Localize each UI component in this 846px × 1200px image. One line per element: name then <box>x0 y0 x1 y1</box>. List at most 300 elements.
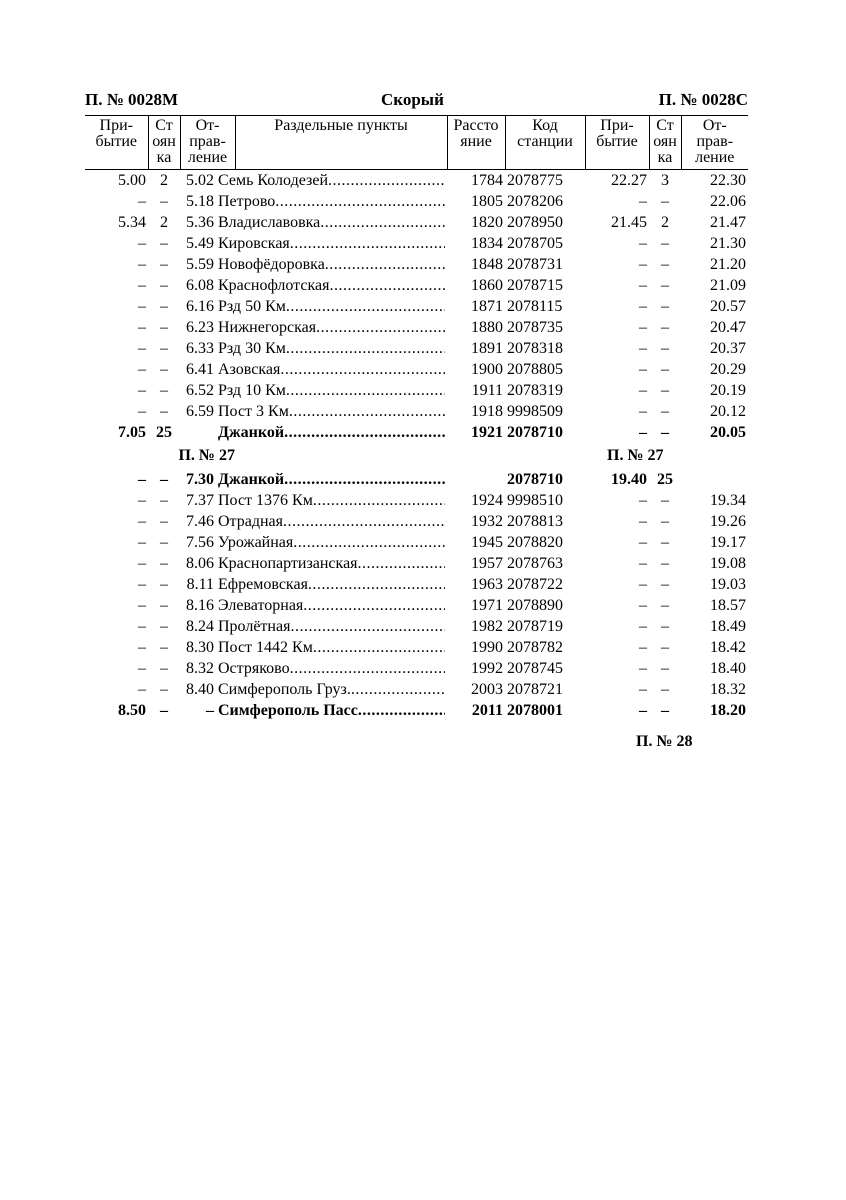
departure-cell: 6.52 <box>186 382 214 399</box>
departure-cell: 7.56 <box>186 534 214 551</box>
arrival-cell: – <box>138 361 146 378</box>
departure-return-cell: 19.26 <box>710 513 746 530</box>
stop-return-cell: – <box>661 361 669 378</box>
arrival-return-cell: 21.45 <box>611 214 647 231</box>
station-cell <box>180 380 447 401</box>
timetable-table <box>85 115 748 721</box>
leader-dots <box>283 511 445 532</box>
stop-cell: – <box>160 702 168 719</box>
distance-cell: 1805 <box>471 193 503 210</box>
arrival-cell: – <box>138 597 146 614</box>
stop-return-cell: – <box>661 424 669 441</box>
distance-cell: 1891 <box>471 340 503 357</box>
station-cell <box>180 401 447 422</box>
table-row <box>85 212 748 233</box>
code-cell: 2078001 <box>507 702 563 719</box>
arrival-cell: – <box>138 340 146 357</box>
stop-return-cell: – <box>661 702 669 719</box>
arrival-return-cell: – <box>639 298 647 315</box>
station-name: Урожайная <box>218 534 294 551</box>
arrival-return-cell: 19.40 <box>611 471 647 488</box>
col-header-departure: От- прав- ление <box>180 116 235 170</box>
table-row <box>85 359 748 380</box>
arrival-return-cell: – <box>639 361 647 378</box>
station-name: Пост 3 Км <box>218 403 289 420</box>
station-name: Джанкой <box>218 471 285 488</box>
code-cell: 2078115 <box>507 298 563 315</box>
stop-return-cell: 3 <box>661 172 669 189</box>
arrival-cell: – <box>138 193 146 210</box>
stop-cell: – <box>160 361 168 378</box>
arrival-cell: – <box>138 256 146 273</box>
station-name: Краснофлотская <box>218 277 330 294</box>
station-cell <box>180 317 447 338</box>
station-name: Рзд 50 Км <box>218 298 286 315</box>
stop-cell: – <box>160 618 168 635</box>
stop-cell: – <box>160 513 168 530</box>
leader-dots <box>358 700 445 721</box>
station-name: Симферополь Груз. <box>218 681 351 698</box>
code-cell: 2078731 <box>507 256 563 273</box>
departure-return-cell: 19.03 <box>710 576 746 593</box>
station-name: Симферополь Пасс <box>218 702 358 719</box>
distance-cell: 1860 <box>471 277 503 294</box>
arrival-return-cell: – <box>639 193 647 210</box>
departure-cell: 6.08 <box>186 277 214 294</box>
stop-return-cell: – <box>661 534 669 551</box>
code-cell: 2078710 <box>507 424 563 441</box>
departure-cell: 8.16 <box>186 597 214 614</box>
leader-dots <box>290 233 445 254</box>
station-cell <box>180 700 447 721</box>
code-cell: 9998509 <box>507 403 563 420</box>
station-cell <box>180 616 447 637</box>
arrival-return-cell: – <box>639 277 647 294</box>
departure-return-cell: 20.37 <box>710 340 746 357</box>
stop-cell: – <box>160 597 168 614</box>
arrival-return-cell: – <box>639 235 647 252</box>
table-row <box>85 170 748 192</box>
station-cell <box>180 532 447 553</box>
arrival-cell: – <box>138 660 146 677</box>
departure-return-cell: 21.47 <box>710 214 746 231</box>
arrival-cell: – <box>138 235 146 252</box>
distance-cell: 1945 <box>471 534 503 551</box>
stop-return-cell: – <box>661 492 669 509</box>
leader-dots <box>308 574 445 595</box>
station-name: Пост 1376 Км <box>218 492 313 509</box>
arrival-cell: 7.05 <box>118 424 146 441</box>
arrival-cell: – <box>138 555 146 572</box>
arrival-return-cell: – <box>639 576 647 593</box>
stop-cell: – <box>160 534 168 551</box>
code-cell: 2078745 <box>507 660 563 677</box>
stop-cell: – <box>160 277 168 294</box>
code-cell: 2078775 <box>507 172 563 189</box>
station-name: Джанкой <box>218 424 285 441</box>
arrival-cell: 5.00 <box>118 172 146 189</box>
train-number-left: П. № 0028М <box>85 90 179 109</box>
station-cell <box>180 170 447 192</box>
station-cell <box>180 511 447 532</box>
distance-cell: 1871 <box>471 298 503 315</box>
departure-cell: 5.36 <box>186 214 214 231</box>
arrival-return-cell: – <box>639 403 647 420</box>
table-row <box>85 275 748 296</box>
stop-return-cell: – <box>661 513 669 530</box>
footer-train-number: П. № 28 <box>636 733 693 750</box>
station-cell <box>180 553 447 574</box>
station-cell <box>180 637 447 658</box>
distance-cell: 1784 <box>471 172 503 189</box>
table-row <box>85 233 748 254</box>
col-header-distance: Рассто яние <box>447 116 505 170</box>
arrival-return-cell: – <box>639 618 647 635</box>
distance-cell: 1911 <box>471 382 503 399</box>
stop-cell: – <box>160 193 168 210</box>
stop-cell: – <box>160 639 168 656</box>
distance-cell: 1924 <box>471 492 503 509</box>
station-cell <box>180 469 447 490</box>
station-name: Отрадная <box>218 513 284 530</box>
stop-return-cell: – <box>661 639 669 656</box>
stop-return-cell: – <box>661 555 669 572</box>
station-name: Нижнегорская <box>218 319 317 336</box>
leader-dots <box>303 595 445 616</box>
stop-return-cell: – <box>661 277 669 294</box>
arrival-return-cell: – <box>639 382 647 399</box>
table-row <box>85 700 748 721</box>
arrival-cell: – <box>138 298 146 315</box>
stop-cell: – <box>160 660 168 677</box>
code-cell: 2078206 <box>507 193 563 210</box>
departure-return-cell: 22.06 <box>710 193 746 210</box>
stop-return-cell: – <box>661 597 669 614</box>
arrival-return-cell: – <box>639 492 647 509</box>
code-cell: 2078715 <box>507 277 563 294</box>
arrival-cell: – <box>138 403 146 420</box>
leader-dots <box>358 553 445 574</box>
stop-return-cell: – <box>661 319 669 336</box>
station-name: Пролётная <box>218 618 291 635</box>
station-cell <box>180 658 447 679</box>
departure-cell: 7.30 <box>186 471 214 488</box>
separator-right: П. № 27 <box>607 447 664 464</box>
departure-return-cell: 20.05 <box>710 424 746 441</box>
arrival-cell: – <box>138 618 146 635</box>
distance-cell: 1990 <box>471 639 503 656</box>
separator-row <box>85 443 748 469</box>
col-header-station: Раздельные пункты <box>235 116 447 170</box>
stop-cell: – <box>160 576 168 593</box>
table-row <box>85 296 748 317</box>
leader-dots <box>313 490 445 511</box>
stop-return-cell: – <box>661 660 669 677</box>
departure-cell: 8.30 <box>186 639 214 656</box>
leader-dots <box>293 532 445 553</box>
stop-cell: – <box>160 403 168 420</box>
station-cell <box>180 254 447 275</box>
distance-cell: 1848 <box>471 256 503 273</box>
stop-cell: – <box>160 471 168 488</box>
code-cell: 2078735 <box>507 319 563 336</box>
arrival-return-cell: – <box>639 256 647 273</box>
station-cell <box>180 679 447 700</box>
departure-return-cell: 18.32 <box>710 681 746 698</box>
code-cell: 2078319 <box>507 382 563 399</box>
stop-return-cell: – <box>661 340 669 357</box>
station-cell <box>180 595 447 616</box>
leader-dots <box>286 380 445 401</box>
leader-dots <box>284 469 445 490</box>
arrival-return-cell: – <box>639 660 647 677</box>
departure-return-cell: 21.09 <box>710 277 746 294</box>
departure-return-cell: 19.17 <box>710 534 746 551</box>
stop-return-cell: – <box>661 193 669 210</box>
distance-cell: 1982 <box>471 618 503 635</box>
departure-cell: 8.24 <box>186 618 214 635</box>
station-cell <box>180 338 447 359</box>
departure-cell: 6.16 <box>186 298 214 315</box>
station-cell <box>180 275 447 296</box>
code-cell: 2078820 <box>507 534 563 551</box>
arrival-cell: – <box>138 534 146 551</box>
station-name: Петрово <box>218 193 276 210</box>
leader-dots <box>329 275 445 296</box>
code-cell: 2078705 <box>507 235 563 252</box>
distance-cell: 1957 <box>471 555 503 572</box>
separator-section <box>85 443 748 469</box>
leader-dots <box>286 338 445 359</box>
stop-cell: – <box>160 555 168 572</box>
station-cell <box>180 296 447 317</box>
code-cell: 2078721 <box>507 681 563 698</box>
train-category: Скорый <box>381 90 444 109</box>
arrival-return-cell: – <box>639 424 647 441</box>
stop-return-cell: – <box>661 618 669 635</box>
station-name: Новофёдоровка <box>218 256 325 273</box>
arrival-cell: – <box>138 576 146 593</box>
distance-cell: 1921 <box>471 424 503 441</box>
code-cell: 2078950 <box>507 214 563 231</box>
table-header-row <box>85 116 748 170</box>
station-name: Азовская <box>218 361 281 378</box>
stop-return-cell: – <box>661 235 669 252</box>
stop-cell: – <box>160 382 168 399</box>
stop-cell: 25 <box>156 424 172 441</box>
stop-return-cell: 25 <box>657 471 673 488</box>
arrival-return-cell: – <box>639 681 647 698</box>
code-cell: 2078805 <box>507 361 563 378</box>
code-cell: 2078722 <box>507 576 563 593</box>
leader-dots <box>275 191 445 212</box>
table-row <box>85 637 748 658</box>
leader-dots <box>351 679 445 700</box>
departure-cell: – <box>206 702 214 719</box>
train-number-right: П. № 0028С <box>658 90 748 109</box>
col-header-arrival-return: При- бытие <box>585 116 649 170</box>
station-cell <box>180 574 447 595</box>
station-name: Владиславовка <box>218 214 321 231</box>
departure-return-cell: 18.20 <box>710 702 746 719</box>
code-cell: 2078318 <box>507 340 563 357</box>
arrival-return-cell: 22.27 <box>611 172 647 189</box>
stop-cell: – <box>160 319 168 336</box>
table-row <box>85 191 748 212</box>
stop-cell: – <box>160 298 168 315</box>
station-name: Кировская <box>218 235 290 252</box>
distance-cell: 1880 <box>471 319 503 336</box>
departure-cell: 6.59 <box>186 403 214 420</box>
station-cell <box>180 212 447 233</box>
arrival-cell: 5.34 <box>118 214 146 231</box>
arrival-cell: – <box>138 319 146 336</box>
departure-return-cell: 22.30 <box>710 172 746 189</box>
col-header-code: Код станции <box>505 116 585 170</box>
separator-left: П. № 27 <box>178 447 235 464</box>
departure-return-cell: 20.12 <box>710 403 746 420</box>
code-cell: 9998510 <box>507 492 563 509</box>
distance-cell: 1834 <box>471 235 503 252</box>
station-name: Пост 1442 Км <box>218 639 313 656</box>
departure-cell: 6.41 <box>186 361 214 378</box>
arrival-cell: – <box>138 382 146 399</box>
departure-return-cell: 18.40 <box>710 660 746 677</box>
stop-return-cell: – <box>661 382 669 399</box>
departure-return-cell: 20.29 <box>710 361 746 378</box>
table-row <box>85 616 748 637</box>
stop-cell: – <box>160 256 168 273</box>
leader-dots <box>284 422 445 443</box>
distance-cell: 2011 <box>471 702 503 719</box>
code-cell: 2078813 <box>507 513 563 530</box>
table-row <box>85 595 748 616</box>
col-header-stop-return: Ст оян ка <box>649 116 681 170</box>
arrival-return-cell: – <box>639 597 647 614</box>
station-name: Остряково <box>218 660 290 677</box>
departure-return-cell: 21.30 <box>710 235 746 252</box>
table-row <box>85 401 748 422</box>
table-row <box>85 254 748 275</box>
station-name: Ефремовская <box>218 576 308 593</box>
station-name: Рзд 10 Км <box>218 382 286 399</box>
stop-cell: – <box>160 340 168 357</box>
stop-return-cell: – <box>661 298 669 315</box>
leader-dots <box>320 212 445 233</box>
stop-cell: – <box>160 492 168 509</box>
departure-return-cell: 19.34 <box>710 492 746 509</box>
departure-cell: 5.49 <box>186 235 214 252</box>
departure-cell: 6.23 <box>186 319 214 336</box>
distance-cell: 1918 <box>471 403 503 420</box>
table-row <box>85 317 748 338</box>
stop-return-cell: – <box>661 256 669 273</box>
station-cell <box>180 233 447 254</box>
table-row <box>85 574 748 595</box>
arrival-cell: 8.50 <box>118 702 146 719</box>
table-row <box>85 532 748 553</box>
departure-cell: 7.37 <box>186 492 214 509</box>
section-a <box>85 170 748 444</box>
col-header-stop: Ст оян ка <box>148 116 180 170</box>
departure-return-cell: 18.42 <box>710 639 746 656</box>
station-name: Краснопартизанская <box>218 555 358 572</box>
table-row <box>85 490 748 511</box>
table-row <box>85 380 748 401</box>
code-cell: 2078763 <box>507 555 563 572</box>
arrival-cell: – <box>138 471 146 488</box>
leader-dots <box>313 637 445 658</box>
table-row <box>85 469 748 490</box>
code-cell: 2078782 <box>507 639 563 656</box>
station-name: Элеваторная <box>218 597 304 614</box>
leader-dots <box>280 359 445 380</box>
distance-cell: 1963 <box>471 576 503 593</box>
departure-return-cell: 20.19 <box>710 382 746 399</box>
distance-cell: 1971 <box>471 597 503 614</box>
station-cell <box>180 490 447 511</box>
departure-cell: 8.32 <box>186 660 214 677</box>
distance-cell: 2003 <box>471 681 503 698</box>
distance-cell: 1932 <box>471 513 503 530</box>
code-cell: 2078710 <box>507 471 563 488</box>
departure-cell: 7.46 <box>186 513 214 530</box>
leader-dots <box>290 658 445 679</box>
section-b <box>85 469 748 721</box>
departure-cell: 8.40 <box>186 681 214 698</box>
departure-cell: 5.59 <box>186 256 214 273</box>
arrival-cell: – <box>138 492 146 509</box>
arrival-return-cell: – <box>639 639 647 656</box>
title-row <box>85 90 748 112</box>
leader-dots <box>328 170 445 191</box>
station-cell <box>180 191 447 212</box>
code-cell: 2078719 <box>507 618 563 635</box>
col-header-arrival: При- бытие <box>85 116 148 170</box>
distance-cell: 1900 <box>471 361 503 378</box>
table-row <box>85 338 748 359</box>
departure-return-cell: 18.57 <box>710 597 746 614</box>
departure-cell: 5.18 <box>186 193 214 210</box>
departure-cell: 8.06 <box>186 555 214 572</box>
station-cell <box>180 359 447 380</box>
departure-return-cell: 19.08 <box>710 555 746 572</box>
stop-cell: – <box>160 681 168 698</box>
arrival-cell: – <box>138 639 146 656</box>
leader-dots <box>290 616 445 637</box>
departure-cell: 5.02 <box>186 172 214 189</box>
station-cell <box>180 422 447 443</box>
leader-dots <box>316 317 445 338</box>
arrival-return-cell: – <box>639 534 647 551</box>
stop-return-cell: – <box>661 681 669 698</box>
departure-cell: 8.11 <box>186 576 214 593</box>
arrival-cell: – <box>138 513 146 530</box>
arrival-return-cell: – <box>639 340 647 357</box>
arrival-return-cell: – <box>639 513 647 530</box>
code-cell: 2078890 <box>507 597 563 614</box>
arrival-cell: – <box>138 277 146 294</box>
distance-cell <box>447 469 505 490</box>
table-row <box>85 422 748 443</box>
leader-dots <box>325 254 445 275</box>
distance-cell: 1992 <box>471 660 503 677</box>
stop-cell: – <box>160 235 168 252</box>
departure-return-cell: 20.57 <box>710 298 746 315</box>
stop-return-cell: – <box>661 576 669 593</box>
departure-return-cell: 18.49 <box>710 618 746 635</box>
stop-cell: 2 <box>160 172 168 189</box>
